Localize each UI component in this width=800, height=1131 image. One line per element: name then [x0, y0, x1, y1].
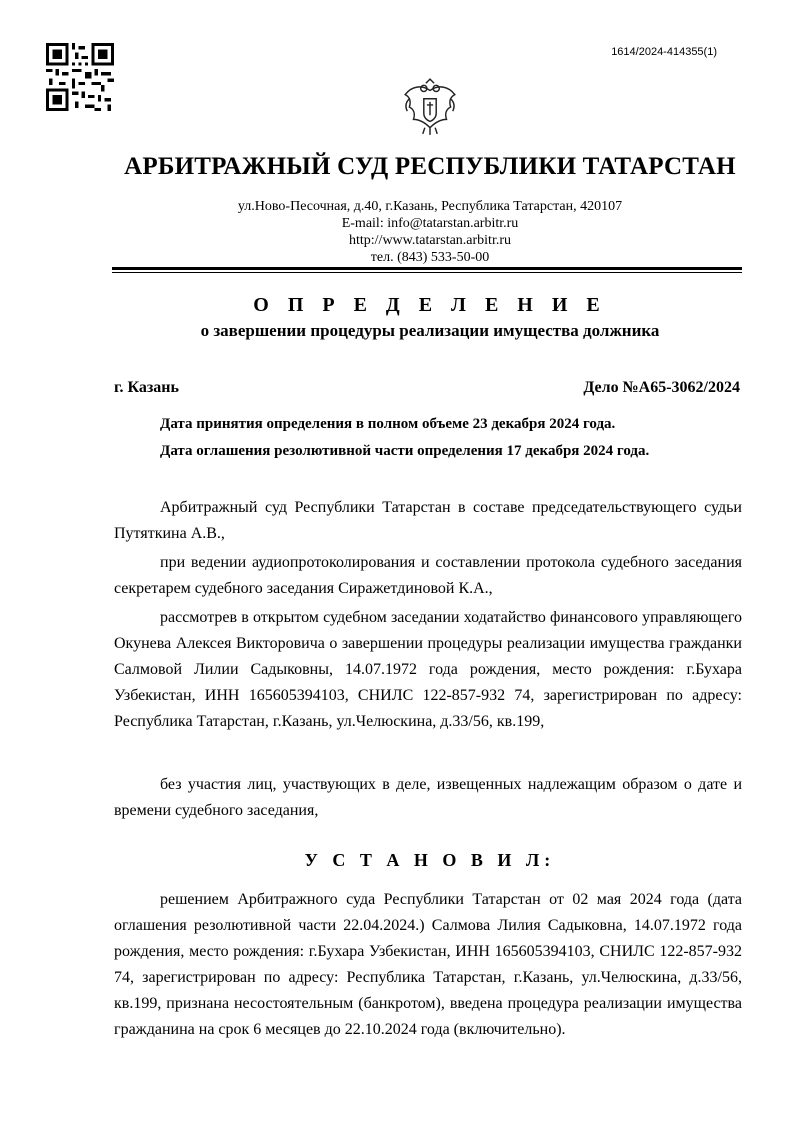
resolved-heading: У С Т А Н О В И Л:	[304, 850, 556, 870]
paragraph-participants: без участия лиц, участвующих в деле, извещенных надлежащим образом о дате и времени судебного заседания,	[114, 776, 742, 819]
header-divider	[112, 267, 742, 273]
date-full-decision: Дата принятия определения в полном объеме 23 декабря 2024 года.	[160, 416, 616, 432]
court-phone: тел. (843) 533-50-00	[370, 250, 490, 265]
case-number: Дело №А65-3062/2024	[583, 379, 740, 396]
paragraph-secretary: при ведении аудиопротоколирования и составлении протокола судебного заседания секретарем судебного заседания Сиражетдиновой К.А.,	[114, 554, 742, 597]
city: г. Казань	[114, 379, 179, 396]
court-address: ул.Ново-Песочная, д.40, г.Казань, Республика Татарстан, 420107	[237, 199, 623, 214]
paragraph-decision: решением Арбитражного суда Республики Татарстан от 02 мая 2024 года (дата оглашения резолютивной части 22.04.2024.) Салмова Лилия Садыковна, 14.07.1972 года рождения, место рождения: г.Бухара Узбекистан, ИНН 165605394103, СНИЛС 122-857-932 74, зарегистрирован по адресу: Республика Татарстан, г.Казань, ул.Челюскина, д.33/56, кв.199, признана несостоятельным (банкротом), введена процедура реализации имущества гражданина на срок 6 месяцев до 22.10.2024 года (включительно).	[114, 891, 742, 1038]
coat-of-arms-icon	[399, 76, 461, 138]
document-type-heading: О П Р Е Д Е Л Е Н И Е	[253, 294, 607, 316]
qr-code	[46, 43, 114, 111]
document-subject: о завершении процедуры реализации имущества должника	[200, 321, 660, 340]
court-website: http://www.tatarstan.arbitr.ru	[349, 233, 511, 248]
paragraph-petition: рассмотрев в открытом судебном заседании ходатайство финансового управляющего Окунева Алексея Викторовича о завершении процедуры реализации имущества гражданки Салмовой Лилии Садыковны, 14.07.1972 года рождения, место рождения: г.Бухара Узбекистан, ИНН 165605394103, СНИЛС 122-857-932 74, зарегистрирован по адресу: Республика Татарстан, г.Казань, ул.Челюскина, д.33/56, кв.199,	[114, 609, 742, 730]
date-operative-part: Дата оглашения резолютивной части определения 17 декабря 2024 года.	[160, 443, 650, 459]
court-name: АРБИТРАЖНЫЙ СУД РЕСПУБЛИКИ ТАТАРСТАН	[124, 153, 736, 180]
paragraph-court-composition: Арбитражный суд Республики Татарстан в составе председательствующего судьи Путяткина А.В.,	[114, 499, 742, 542]
court-email: E-mail: info@tatarstan.arbitr.ru	[341, 216, 519, 231]
document-id: 1614/2024-414355(1)	[611, 46, 717, 58]
